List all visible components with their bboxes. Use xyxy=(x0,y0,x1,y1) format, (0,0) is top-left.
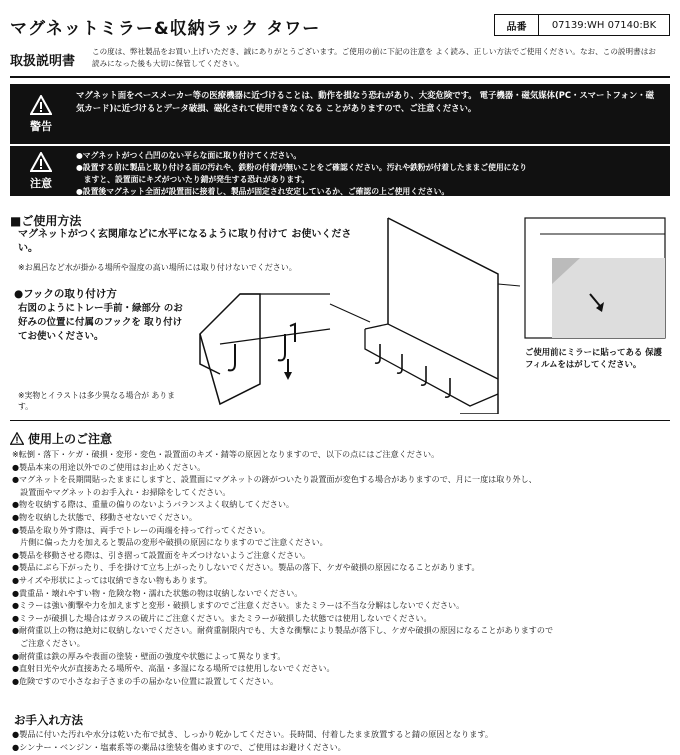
usage-text: マグネットがつく玄関扉などに水平になるように取り付けて お使いください。 xyxy=(18,229,352,254)
warning-text: マグネット面をペースメーカー等の医療機器に近づけることは、動作を損なう恐れがあり、大変危険です。 電子機器・磁気媒体(PC・スマートフォン・磁気カード)に近づけるとデータ破損、磁化されて使用できなくなる ことがありますので、ご注意ください。 xyxy=(76,90,654,113)
list-item: ●物を収納する際は、重量の偏りのないようバランスよく収納してください。 xyxy=(12,499,295,510)
manual-label: 取扱説明書 xyxy=(10,54,76,69)
product-illustration xyxy=(180,214,670,414)
care-list xyxy=(12,728,672,753)
warning-icon-col xyxy=(10,84,72,144)
part-number-box xyxy=(494,14,670,36)
hook-text: 右図のようにトレー手前・緑部分 のお好みの位置に付属のフックを 取り付けてお使いください。 xyxy=(18,303,183,342)
caution-list xyxy=(12,448,672,687)
list-item: ●耐荷重は鉄の厚みや表面の塗装・壁面の強度や状態によって異なります。 xyxy=(12,650,286,661)
mirror-rack-illustration xyxy=(365,218,498,414)
list-item: ●貴重品・壊れやすい物・危険な物・濡れた状態の物は収納しないでください。 xyxy=(12,587,303,598)
caution-heading-text: 使用上のご注意 xyxy=(28,432,113,446)
caution-triangle-icon xyxy=(30,152,52,172)
part-number-label: 品番 xyxy=(495,15,539,35)
attention-label: 注意 xyxy=(30,176,52,190)
attention-line: ●設置する前に製品と取り付ける面の汚れや、鉄粉の付着が無いことをご確認ください。汚れや鉄粉が付着したままご使用になり xyxy=(76,163,528,172)
list-item: ●直射日光や火が直接あたる場所や、高温・多湿になる場所では使用しないでください。 xyxy=(12,663,335,674)
list-item: 片側に偏った力を加えると製品の変形や破損の原因になりますのでご注意ください。 xyxy=(12,537,328,548)
list-item: ●シンナー・ベンジン・塩素系等の薬品は塗装を傷めますので、ご使用はお避けください。 xyxy=(12,741,346,752)
manual-row xyxy=(10,46,670,72)
warning-triangle-icon xyxy=(30,95,52,115)
attention-line: ●設置後マグネット全面が設置面に接着し、製品が固定され安定しているか、ご確認の上ご使用ください。 xyxy=(76,187,450,196)
caution-triangle-icon xyxy=(10,432,24,445)
list-item: ●危険ですので小さなお子さまの手の届かない位置に設置してください。 xyxy=(12,675,279,686)
divider xyxy=(10,420,670,421)
list-item: ●ミラーは強い衝撃や力を加えますと変形・破損しますのでご注意ください。またミラーは不当な分解はしないでください。 xyxy=(12,600,465,611)
usage-heading: ■ご使用方法 xyxy=(10,214,82,228)
attention-icon-col xyxy=(10,146,72,196)
protective-film-text: ご使用前にミラーに貼ってある 保護フィルムをはがしてください。 xyxy=(525,347,662,369)
list-item: ●製品に付いた汚れや水分は乾いた布で拭き、しっかり乾かしてください。長時間、付着したまま放置すると錆の原因となります。 xyxy=(12,729,494,739)
film-detail-illustration xyxy=(525,218,665,338)
illustration-note: ※実物とイラストは多少異なる場合が あります。 xyxy=(18,391,175,411)
attention-line: ●マグネットがつく凸凹のない平らな面に取り付けてください。 xyxy=(76,151,302,160)
list-item: ●ミラーが破損した場合はガラスの破片にご注意ください。またミラーが破損した状態では使用しないでください。 xyxy=(12,612,432,623)
attention-line: ますと、設置面にキズがついたり錆が発生する恐れがあります。 xyxy=(76,175,310,184)
list-item: ●製品を取り外す際は、両手でトレーの両端を持って行ってください。 xyxy=(12,524,270,535)
list-item: ●マグネットを長期間貼ったままにしますと、設置面にマグネットの跡がついたり設置面が変色する場合がありますので、月に一度は取り外し、 xyxy=(12,474,537,485)
warning-label: 警告 xyxy=(30,119,52,133)
list-item: 設置面やマグネットのお手入れ・お掃除をしてください。 xyxy=(12,486,231,497)
manual-intro-text: この度は、弊社製品をお買い上げいただき、誠にありがとうございます。ご使用の前に下記の注意を よく読み、正しい方法でご使用ください。なお、この説明書はお読みになった後も大切に保管してください。 xyxy=(92,47,656,68)
part-number-value: 07139:WH 07140:BK xyxy=(551,19,657,31)
divider xyxy=(10,76,670,78)
usage-note: ※お風呂など水が掛かる場所や湿度の高い場所には取り付けないでください。 xyxy=(18,263,297,272)
list-item: ご注意ください。 xyxy=(12,637,85,648)
list-item: ●製品にぶら下がったり、手を掛けて立ち上がったりしないでください。製品の落下、ケガや破損の原因になることがあります。 xyxy=(12,562,480,573)
warning-box xyxy=(10,84,670,144)
hook-heading: ●フックの取り付け方 xyxy=(14,288,117,300)
list-item: ●製品本来の用途以外でのご使用はお止めください。 xyxy=(12,461,206,472)
list-item: ●耐荷重以上の物は絶対に収納しないでください。耐荷重制限内でも、大きな衝撃により製品が落下し、ケガや破損の原因になることがありますので xyxy=(12,625,554,636)
attention-text xyxy=(76,150,662,198)
list-item: ●物を収納した状態で、移動させないでください。 xyxy=(12,511,197,522)
care-heading: お手入れ方法 xyxy=(14,713,83,727)
product-title: マグネットミラー&収納ラック タワー xyxy=(10,19,321,39)
attention-box xyxy=(10,146,670,196)
list-item: ●サイズや形状によっては収納できない物もあります。 xyxy=(12,574,213,585)
hook-detail-illustration xyxy=(200,294,330,404)
list-item: ●製品を移動させる際は、引き摺って設置面をキズつけないようご注意ください。 xyxy=(12,549,311,560)
list-item: ※転倒・落下・ケガ・破損・変形・変色・設置面のキズ・錆等の原因となりますので、以下の点にはご注意ください。 xyxy=(12,449,440,459)
caution-heading xyxy=(10,430,112,447)
